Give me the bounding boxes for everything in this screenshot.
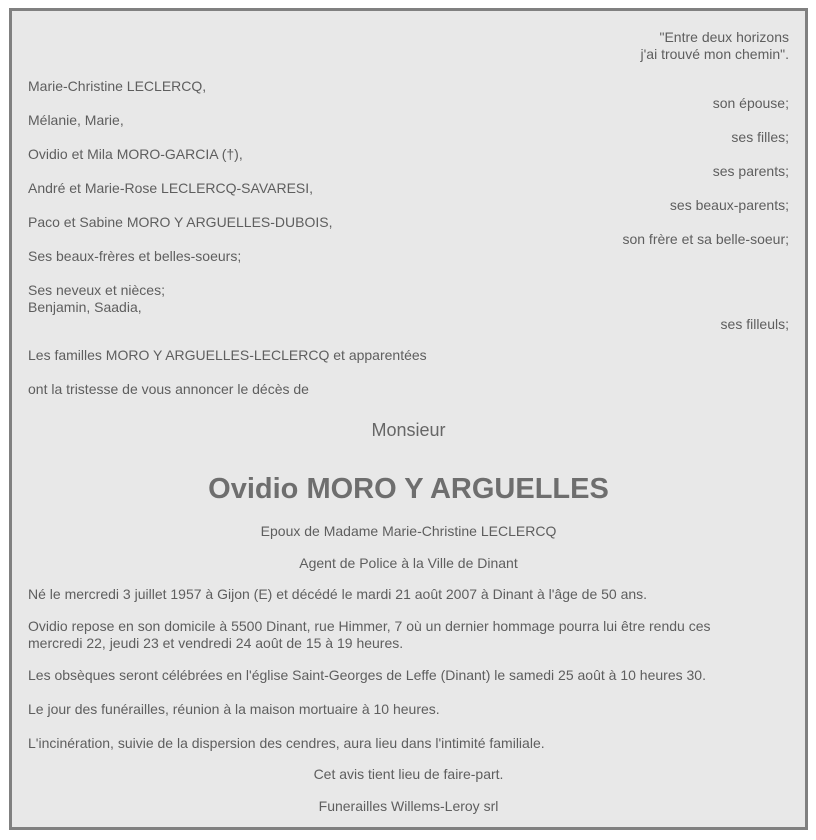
nephews-line: Ses neveux et nièces; bbox=[28, 282, 165, 298]
family-name-5: Paco et Sabine MORO Y ARGUELLES-DUBOIS, bbox=[28, 214, 333, 230]
deceased-name: Ovidio MORO Y ARGUELLES bbox=[208, 473, 609, 505]
family-name-2: Mélanie, Marie, bbox=[28, 112, 124, 128]
obituary-frame bbox=[9, 8, 808, 830]
gathering-line: Le jour des funérailles, réunion à la maison mortuaire à 10 heures. bbox=[28, 701, 440, 717]
family-relation-2: ses filles; bbox=[731, 129, 789, 145]
family-name-3: Ovidio et Mila MORO-GARCIA (†), bbox=[28, 146, 243, 162]
funeral-line: Les obsèques seront célébrées en l'église Saint-Georges de Leffe (Dinant) le samedi 25 août à 10 heures 30. bbox=[28, 667, 706, 683]
family-relation-5: son frère et sa belle-soeur; bbox=[622, 231, 789, 247]
occupation-line: Agent de Police à la Ville de Dinant bbox=[299, 555, 518, 571]
families-line: Les familles MORO Y ARGUELLES-LECLERCQ et apparentées bbox=[28, 347, 427, 363]
cremation-line: L'incinération, suivie de la dispersion des cendres, aura lieu dans l'intimité familiale. bbox=[28, 735, 545, 751]
funeral-home: Funerailles Willems-Leroy srl bbox=[318, 798, 499, 814]
repose-paragraph: Ovidio repose en son domicile à 5500 Dinant, rue Himmer, 7 où un dernier hommage pourra lui être rendu ces mercredi 22, jeudi 23 et vendredi 24 août de 15 à 19 heures. bbox=[28, 618, 711, 651]
family-relation-1: son épouse; bbox=[712, 95, 789, 111]
epigraph-quote: "Entre deux horizons j'ai trouvé mon chemin". bbox=[640, 29, 789, 62]
family-relation-4: ses beaux-parents; bbox=[669, 197, 789, 213]
notice-line: Cet avis tient lieu de faire-part. bbox=[313, 766, 504, 782]
family-relation-3: ses parents; bbox=[712, 163, 789, 179]
family-name-4: André et Marie-Rose LECLERCQ-SAVARESI, bbox=[28, 180, 314, 196]
godchildren-names: Benjamin, Saadia, bbox=[28, 299, 142, 315]
family-name-1: Marie-Christine LECLERCQ, bbox=[28, 78, 207, 94]
spouse-line: Epoux de Madame Marie-Christine LECLERCQ bbox=[260, 523, 557, 539]
godchildren-relation: ses filleuls; bbox=[720, 316, 789, 332]
announcement-line: ont la tristesse de vous annoncer le décès de bbox=[28, 381, 309, 397]
in-laws-line: Ses beaux-frères et belles-soeurs; bbox=[28, 248, 242, 264]
birth-death-line: Né le mercredi 3 juillet 1957 à Gijon (E) et décédé le mardi 21 août 2007 à Dinant à l'âge de 50 ans. bbox=[28, 586, 648, 602]
honorific: Monsieur bbox=[371, 420, 446, 440]
